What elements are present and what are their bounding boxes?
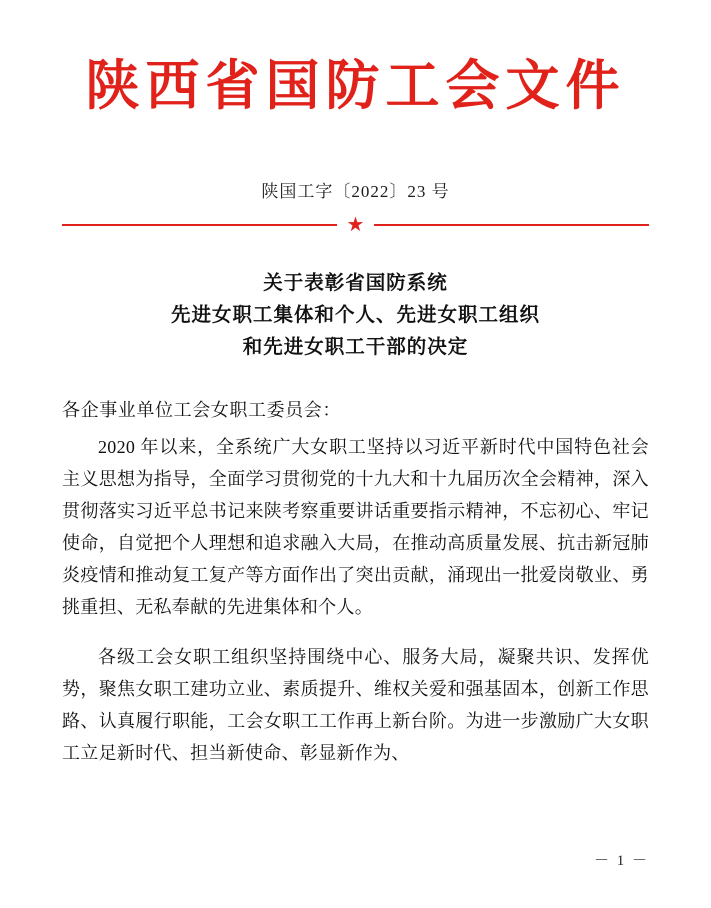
page-number: － 1 － (593, 853, 649, 869)
document-title-line-2: 先进女职工集体和个人、先进女职工组织 (170, 304, 540, 326)
document-page (0, 53, 711, 908)
red-divider-rule (62, 214, 649, 237)
document-title-line-1: 关于表彰省国防系统 (263, 273, 448, 295)
document-paragraph-1: 2020 年以来，全系统广大女职工坚持以习近平新时代中国特色社会主义思想为指导，全面学习贯彻党的十九大和十九届历次全会精神，深入贯彻落实习近平总书记来陕考察重要讲话重要指示精神，不忘初心、牢记使命，自觉把个人理想和追求融入大局，在推动高质量发展、抗击新冠肺炎疫情和推动复工复产等方面作出了突出贡献，涌现出一批爱岗敬业、勇挑重担、无私奉献的先进集体和个人。 (62, 437, 649, 618)
document-title (62, 268, 649, 363)
star-icon: ★ (337, 215, 375, 235)
document-salutation: 各企事业单位工会女职工委员会： (62, 400, 341, 421)
document-paragraph-2: 各级工会女职工组织坚持围绕中心、服务大局，凝聚共识、发挥优势，聚焦女职工建功立业、素质提升、维权关爱和强基固本，创新工作思路、认真履行职能，工会女职工工作再上新台阶。为进一步激励广大女职工立足新时代、担当新使命、彰显新作为、 (62, 647, 649, 764)
document-title-line-3: 和先进女职工干部的决定 (242, 336, 469, 358)
document-number: 陕国工字〔2022〕23 号 (261, 182, 450, 202)
document-masthead-title: 陕西省国防工会文件 (85, 53, 626, 117)
